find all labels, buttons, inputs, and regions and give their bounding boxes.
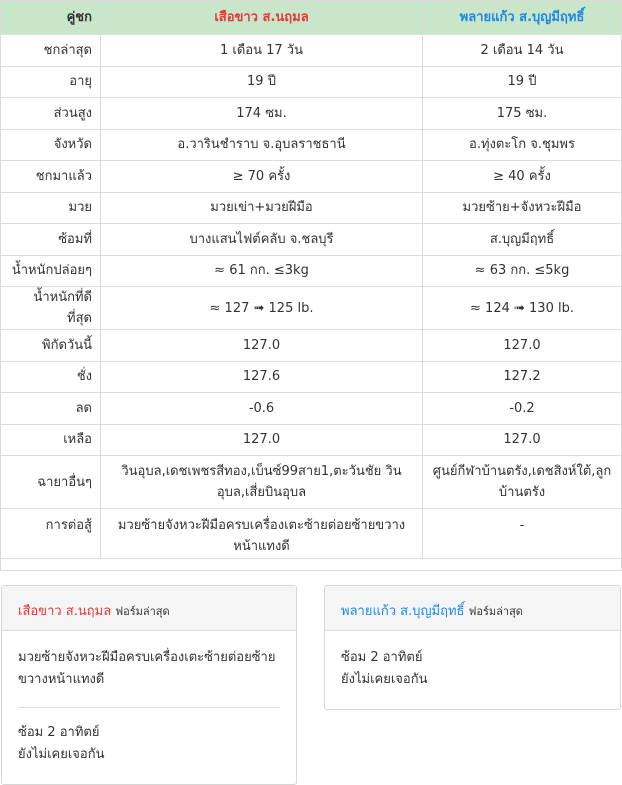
row-value-b: อ.ทุ่งตะโก จ.ชุมพร <box>423 129 622 161</box>
row-value-a: มวยซ้ายจังหวะฝีมือครบเครื่องเตะซ้ายต่อยซ้ายขวางหน้าแทงดี <box>101 509 423 559</box>
row-label: ชกล่าสุด <box>1 35 101 67</box>
table-row <box>1 98 622 130</box>
table-header-row <box>1 1 622 35</box>
row-label: น้ำหนักที่ดีที่สุด <box>1 287 101 330</box>
table-row <box>1 66 622 98</box>
row-value-b: ≥ 40 ครั้ง <box>423 161 622 193</box>
table-spacer-row <box>1 559 622 571</box>
row-value-a: 127.0 <box>101 330 423 362</box>
card-form-label: ฟอร์มล่าสุด <box>468 605 523 618</box>
row-label: จังหวัด <box>1 129 101 161</box>
table-row <box>1 224 622 256</box>
card-meet-line: ยังไม่เคยเจอกัน <box>18 747 105 762</box>
fighter-b-name[interactable]: พลายแก้ว ส.บุญมีฤทธิ์ <box>423 1 622 35</box>
row-value-b: มวยซ้าย+จังหวะฝีมือ <box>423 192 622 224</box>
row-value-a: 127.6 <box>101 361 423 393</box>
row-value-a: 19 ปี <box>101 66 423 98</box>
card-train-line: ซ้อม 2 อาทิตย์ <box>341 650 423 665</box>
row-label: ลด <box>1 393 101 425</box>
row-value-b: - <box>423 509 622 559</box>
card-body <box>325 631 620 701</box>
row-value-a: -0.6 <box>101 393 423 425</box>
row-value-b: 2 เดือน 14 วัน <box>423 35 622 67</box>
row-value-b: 127.0 <box>423 330 622 362</box>
row-value-b: ศูนย์กีฬาบ้านตรัง,เดชสิงห์ใต้,ลูกบ้านตรัง <box>423 456 622 509</box>
table-row <box>1 255 622 287</box>
row-value-b: ≈ 124 ➟ 130 lb. <box>423 287 622 330</box>
table-row <box>1 393 622 425</box>
card-divider <box>18 707 280 708</box>
row-value-b: 19 ปี <box>423 66 622 98</box>
table-row <box>1 161 622 193</box>
row-label: มวย <box>1 192 101 224</box>
card-form-label: ฟอร์มล่าสุด <box>115 605 170 618</box>
row-value-b: ≈ 63 กก. ≤5kg <box>423 255 622 287</box>
table-row <box>1 192 622 224</box>
row-label: ฉายาอื่นๆ <box>1 456 101 509</box>
pair-label: คู่ชก <box>1 1 101 35</box>
table-row <box>1 361 622 393</box>
table-row-aliases <box>1 456 622 509</box>
row-value-b: 127.2 <box>423 361 622 393</box>
card-meet-line: ยังไม่เคยเจอกัน <box>341 672 428 687</box>
row-value-a: ≥ 70 ครั้ง <box>101 161 423 193</box>
row-label: ซ้อมที่ <box>1 224 101 256</box>
row-value-a: วินอุบล,เดชเพชรสีทอง,เบ็นซ์99สาย1,ตะวันชัย วินอุบล,เสี่ยบินอุบล <box>101 456 423 509</box>
card-header <box>2 586 296 631</box>
row-value-a: 1 เดือน 17 วัน <box>101 35 423 67</box>
table-row-fight-style <box>1 509 622 559</box>
fighter-a-form-card <box>1 585 297 785</box>
row-value-a: บางแสนไฟต์คลับ จ.ชลบุรี <box>101 224 423 256</box>
table-row <box>1 35 622 67</box>
row-value-a: ≈ 61 กก. ≤3kg <box>101 255 423 287</box>
card-header <box>325 586 620 631</box>
table-row <box>1 287 622 330</box>
fighter-b-form-card <box>324 585 621 710</box>
fighter-a-name[interactable]: เสือขาว ส.นฤมล <box>101 1 423 35</box>
table-spacer-cell <box>1 559 622 571</box>
table-row <box>1 330 622 362</box>
row-label: พิกัดวันนี้ <box>1 330 101 362</box>
row-label: อายุ <box>1 66 101 98</box>
row-value-a: มวยเข่า+มวยฝีมือ <box>101 192 423 224</box>
row-label: การต่อสู้ <box>1 509 101 559</box>
row-label: ชั่ง <box>1 361 101 393</box>
row-value-b: 175 ซม. <box>423 98 622 130</box>
card-fighter-name[interactable]: พลายแก้ว ส.บุญมีฤทธิ์ <box>341 604 465 619</box>
row-value-a: อ.วารินชำราบ จ.อุบลราชธานี <box>101 129 423 161</box>
row-value-a: ≈ 127 ➟ 125 lb. <box>101 287 423 330</box>
card-train-line: ซ้อม 2 อาทิตย์ <box>18 725 100 740</box>
table-row <box>1 424 622 456</box>
card-body <box>2 631 296 776</box>
row-label: เหลือ <box>1 424 101 456</box>
table-row <box>1 129 622 161</box>
form-cards <box>0 571 622 781</box>
row-value-b: ส.บุญมีฤทธิ์ <box>423 224 622 256</box>
card-style-text: มวยซ้ายจังหวะฝีมือครบเครื่องเตะซ้ายต่อยซ้ายขวางหน้าแทงดี <box>18 650 276 687</box>
row-value-b: -0.2 <box>423 393 622 425</box>
row-label: ส่วนสูง <box>1 98 101 130</box>
card-fighter-name[interactable]: เสือขาว ส.นฤมล <box>18 604 112 619</box>
row-label: ชกมาแล้ว <box>1 161 101 193</box>
row-label: น้ำหนักปล่อยๆ <box>1 255 101 287</box>
row-value-a: 174 ซม. <box>101 98 423 130</box>
row-value-b: 127.0 <box>423 424 622 456</box>
row-value-a: 127.0 <box>101 424 423 456</box>
